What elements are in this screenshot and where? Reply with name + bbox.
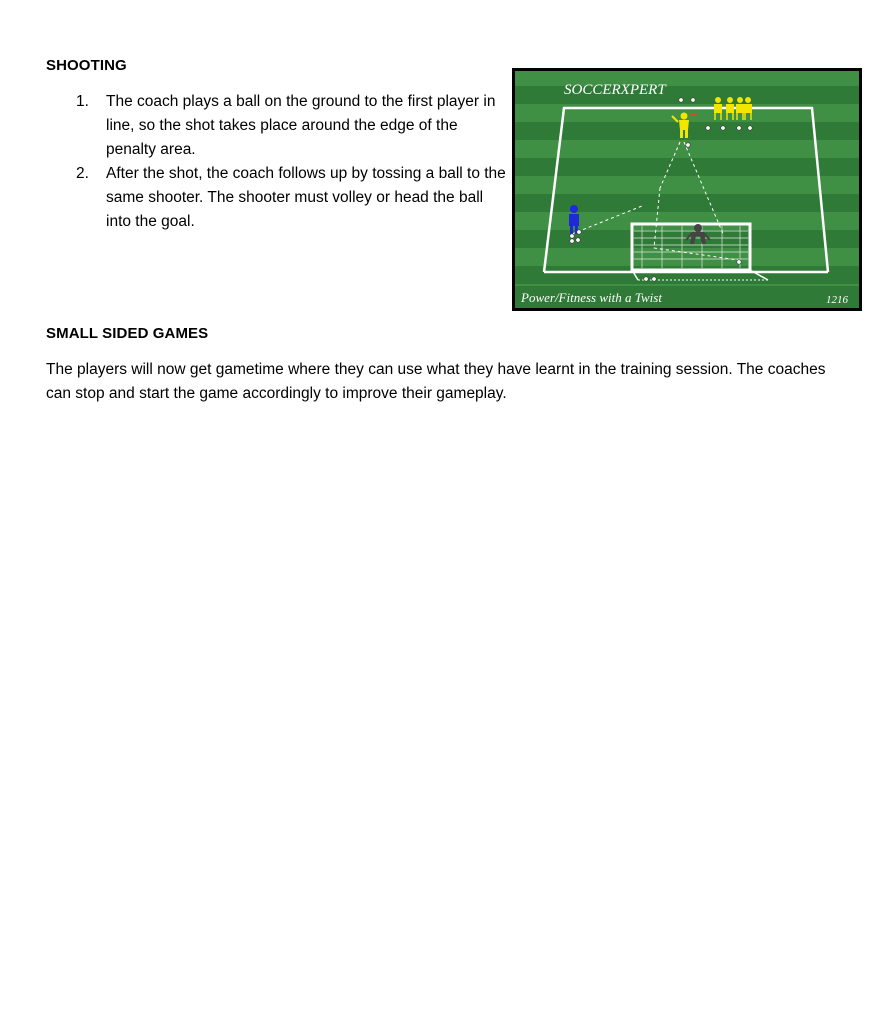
list-item	[46, 90, 506, 162]
small-sided-games-text: The players will now get gametime where they can use what they have learnt in the training session. The coaches can stop and start the game accordingly to improve their gameplay.	[46, 361, 826, 402]
list-item	[46, 162, 506, 234]
diagram-caption: Power/Fitness with a Twist	[521, 290, 662, 305]
small-sided-games-heading: SMALL SIDED GAMES	[46, 325, 209, 342]
soccerxpert-logo: SOCCERXPERT	[564, 82, 666, 98]
list-item-number: 2.	[76, 165, 89, 182]
shooting-drill-diagram	[512, 68, 862, 311]
list-item-number: 1.	[76, 93, 89, 110]
shooting-heading: SHOOTING	[46, 57, 127, 74]
diagram-code: 1216	[826, 294, 848, 306]
pitch-illustration	[512, 68, 862, 311]
list-item-text: After the shot, the coach follows up by tossing a ball to the same shooter. The shooter must volley or head the ball into the goal.	[106, 165, 506, 230]
list-item-text: The coach plays a ball on the ground to the first player in line, so the shot takes place around the edge of the penalty area.	[106, 93, 496, 158]
shooting-steps-list	[46, 90, 506, 234]
